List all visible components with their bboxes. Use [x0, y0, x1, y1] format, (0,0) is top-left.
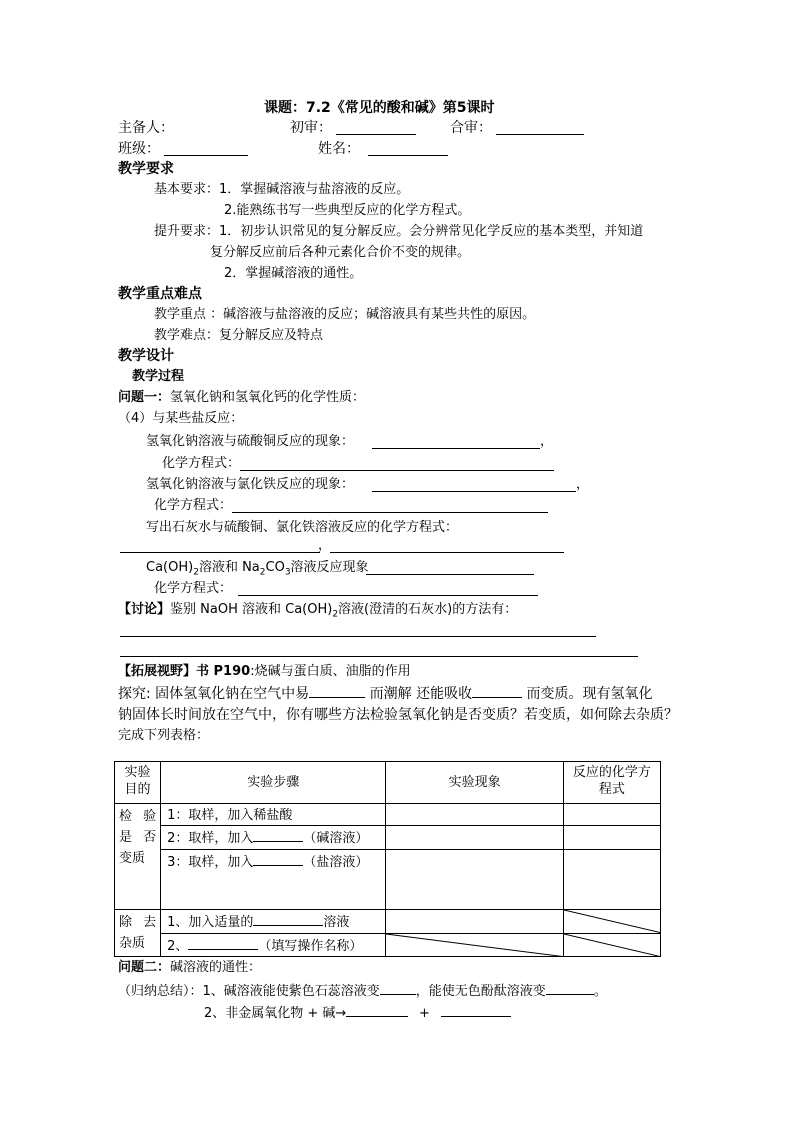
step3: 3：取样，加入 （盐溶液）	[161, 850, 386, 910]
step1-equation[interactable]	[563, 804, 660, 826]
header-purpose: 实验目的	[115, 762, 161, 804]
cuso4-blank[interactable]	[372, 448, 540, 449]
step3-phenomenon[interactable]	[386, 850, 563, 910]
phenolphthalein-blank[interactable]	[546, 982, 594, 995]
process-heading: 教学过程	[132, 369, 185, 384]
check-label: 检验是否变质	[115, 804, 161, 910]
preparer-label: 主备人：	[118, 120, 174, 136]
experiment-table	[114, 761, 661, 957]
diagonal-line	[386, 934, 562, 957]
question1-line	[118, 390, 365, 406]
class-label: 班级：	[118, 141, 160, 157]
summary-line: （归纳总结）：1、碱溶液能使紫色石蕊溶液变 ，能使无色酚酞溶液变 。	[118, 984, 607, 999]
step2-phenomenon[interactable]	[386, 826, 563, 850]
comma-1: ，	[540, 434, 554, 449]
remove-step2-phenomenon-crossed	[386, 933, 563, 957]
eq1-blank[interactable]	[240, 470, 554, 471]
section-heading-keypoints: 教学重点难点	[118, 286, 202, 302]
eq-label-2: 化学方程式：	[154, 498, 233, 513]
final-review-label: 合审：	[450, 120, 492, 136]
basic-requirement: 基本要求：1．掌握碱溶液与盐溶液的反应。	[154, 182, 410, 197]
remove-step1: 1、加入适量的 溶液	[161, 910, 386, 934]
product-blank-2[interactable]	[441, 1004, 511, 1017]
discuss-line: 【讨论】鉴别 NaOH 溶液和 $Ca(OH)_2$溶液(澄清的石灰水)的方法有：	[118, 602, 518, 620]
explore-blank-2[interactable]	[472, 685, 522, 698]
diagonal-line	[564, 934, 660, 957]
eq3-blank[interactable]	[238, 595, 538, 596]
question1-text: 氢氧化钠和氢氧化钙的化学性质：	[170, 390, 366, 405]
question2-line: 问题二：碱溶液的通性：	[118, 960, 262, 975]
remove-label: 除去杂质	[115, 910, 161, 957]
step2-equation[interactable]	[563, 826, 660, 850]
litmus-blank[interactable]	[380, 982, 416, 995]
step2: 2：取样，加入 （碱溶液）	[161, 826, 386, 850]
comma-2: ，	[576, 477, 590, 492]
first-review-label: 初审：	[290, 120, 332, 136]
page-title: 课题：7.2《常见的酸和碱》第5课时	[264, 100, 495, 116]
step3-blank[interactable]	[253, 853, 303, 866]
remove-blank-1[interactable]	[253, 913, 323, 926]
na2co3-blank[interactable]	[366, 574, 534, 575]
explore-line-3: 完成下列表格：	[118, 728, 210, 743]
header-equation: 反应的化学方程式	[563, 762, 660, 804]
explore-line-2: 钠固体长时间放在空气中，你有哪些方法检验氢氧化钠是否变质？若变质，如何除去杂质？	[118, 707, 678, 723]
remove-step2: 2、 （填写操作名称）	[161, 933, 386, 957]
advanced-requirement-cont: 复分解反应前后各种元素化合价不变的规律。	[210, 245, 471, 260]
section-heading-requirements: 教学要求	[118, 161, 174, 177]
fecl3-blank[interactable]	[372, 491, 576, 492]
first-review-blank[interactable]	[336, 134, 416, 135]
final-review-blank[interactable]	[496, 134, 584, 135]
product-blank-1[interactable]	[346, 1004, 408, 1017]
difficulty-point: 教学难点：复分解反应及特点	[154, 328, 324, 343]
lime-blank-2[interactable]	[330, 552, 564, 553]
q-cuso4: 氢氧化钠溶液与硫酸铜反应的现象：	[146, 434, 355, 449]
explore-line: 探究: 固体氢氧化钠在空气中易 而潮解 还能吸收 而变质。现有氢氧化	[118, 686, 653, 702]
advanced-requirement-2: 2．掌握碱溶液的通性。	[224, 266, 363, 281]
basic-requirement-2: 2.能熟练书写一些典型反应的化学方程式。	[224, 203, 471, 218]
item2-line: 2、非金属氧化物 + 碱→ +	[204, 1004, 511, 1022]
item4: （4）与某些盐反应：	[118, 411, 244, 426]
step1-phenomenon[interactable]	[386, 804, 563, 826]
discuss-blank-1[interactable]	[120, 636, 596, 637]
eq-label-3: 化学方程式：	[154, 581, 233, 596]
remove-step2-equation-crossed	[563, 933, 660, 957]
write-lime: 写出石灰水与硫酸铜、氯化铁溶液反应的化学方程式：	[146, 520, 459, 535]
diagonal-line	[564, 910, 660, 933]
lime-blank-1[interactable]	[120, 552, 320, 553]
eq-label-1: 化学方程式：	[162, 456, 241, 471]
step2-blank[interactable]	[253, 829, 303, 842]
eq2-blank[interactable]	[232, 512, 548, 513]
q-fecl3: 氢氧化钠溶液与氯化铁反应的现象：	[146, 477, 355, 492]
step1: 1：取样，加入稀盐酸	[161, 804, 386, 826]
header-phenomenon: 实验现象	[386, 762, 563, 804]
expand-line: 【拓展视野】书 P190:烧碱与蛋白质、油脂的作用	[118, 664, 411, 679]
class-blank[interactable]	[164, 155, 248, 156]
header-steps: 实验步骤	[161, 762, 386, 804]
section-heading-design: 教学设计	[118, 348, 174, 364]
question1-label: 问题一：	[118, 390, 171, 405]
name-blank[interactable]	[368, 155, 448, 156]
na2co3-line: $Ca(OH)_2$溶液和 $Na_2CO_3$溶液反应现象	[146, 560, 369, 578]
explore-blank-1[interactable]	[309, 685, 365, 698]
key-point: 教学重点 ：碱溶液与盐溶液的反应；碱溶液具有某些共性的原因。	[154, 307, 536, 322]
comma-3: ，	[318, 538, 332, 553]
remove-step1-phenomenon[interactable]	[386, 910, 563, 934]
advanced-requirement: 提升要求：1．初步认识常见的复分解反应。会分辨常见化学反应的基本类型，并知道	[154, 224, 644, 239]
remove-step1-equation-crossed	[563, 910, 660, 934]
remove-blank-2[interactable]	[188, 937, 258, 950]
discuss-blank-2[interactable]	[120, 656, 638, 657]
name-label: 姓名：	[318, 141, 360, 157]
step3-equation[interactable]	[563, 850, 660, 910]
